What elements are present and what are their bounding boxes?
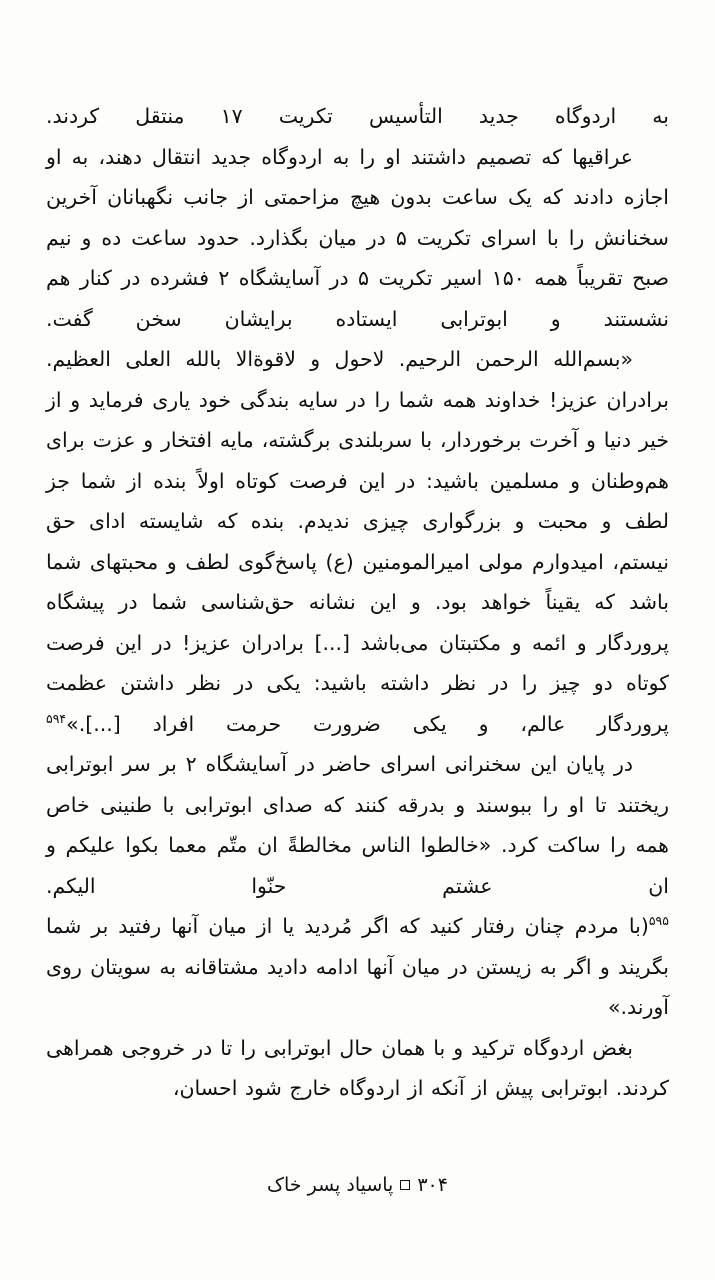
paragraph-2: عراقیها که تصمیم داشتند او را به اردوگاه جدید انتقال دهند، به او اجازه دادند که یک ساعت بدون هیچ مزاحمتی از جانب نگهبانان آخرین سخنانش را با اسرای تکریت ۵ در میان بگذارد. حدود ساعت ده و نیم صبح تقریباً همه ۱۵۰ اسیر تکریت ۵ در آسایشگاه ۲ فشرده در کنار هم نشستند و ابوترابی ایستاده برایشان سخن گفت. bbox=[46, 144, 669, 331]
page-body bbox=[46, 96, 669, 1109]
paragraph-4: در پایان این سخنرانی اسرای حاضر در آسایشگاه ۲ بر سر ابوترابی ریختند تا او را ببوسند و بدرقه کنند که صدای ابوترابی با طنینی خاص همه را ساکت کرد. «خالطوا الناس مخالطةً ان متّم معما بکوا علیکم و ان عشتم حنّوا الیکم. bbox=[46, 752, 669, 898]
paragraph-5: بغض اردوگاه ترکید و با همان حال ابوترابی را تا در خروجی همراهی کردند. ابوترابی پیش از آنکه از اردوگاه خارج شود احسان، bbox=[46, 1035, 669, 1100]
square-bullet-icon bbox=[400, 1180, 410, 1190]
paragraph-3-text: «بسم‌الله الرحمن الرحیم. لاحول و لاقوةالا بالله العلی العظیم. برادران عزیز! خداوند همه شما را در سایه بندگی خود یاری فرماید و از خیر دنیا و آخرت برخوردار، با سربلندی برگشته، مایه افتخار و عزت برای هم‌وطنان و مسلمین باشید: در این فرصت کوتاه اولاً بنده از شما جز لطف و محبت و بزرگواری چیزی ندیدم. بنده که شایسته ادای حق نیستم، امیدوارم مولی امیرالمومنین (ع) پاسخ‌گوی لطف و محبتهای شما باشد که یقیناً خواهد بود. و این نشانه حق‌شناسی شما در پیشگاه پروردگار و ائمه و مکتبتان می‌باشد [...] برادران عزیز! در این فرصت کوتاه دو چیز را در نظر داشته باشید: یکی در نظر داشتن عظمت پروردگار عالم، و یکی ضرورت حرمت افراد [...].» bbox=[46, 347, 669, 736]
book-title: پاسیاد پسر خاک bbox=[267, 1174, 394, 1196]
paragraph-4b bbox=[46, 906, 669, 1028]
page-number: ۳۰۴ bbox=[417, 1174, 448, 1196]
footnote-marker-594: ۵۹۴ bbox=[46, 710, 67, 726]
footnote-marker-595: ۵۹۵ bbox=[648, 913, 669, 929]
paragraph-1: به اردوگاه جدید التأسیس تکریت ۱۷ منتقل کردند. bbox=[46, 104, 670, 128]
page-footer bbox=[46, 1174, 669, 1240]
paragraph-3 bbox=[46, 339, 669, 744]
paragraph-4b-text: (با مردم چنان رفتار کنید که اگر مُردید یا از میان آنها رفتید بر شما بگریند و اگر به زیستن در میان آنها ادامه دادید مشتاقانه به سویتان روی آورند.» bbox=[46, 914, 669, 1019]
